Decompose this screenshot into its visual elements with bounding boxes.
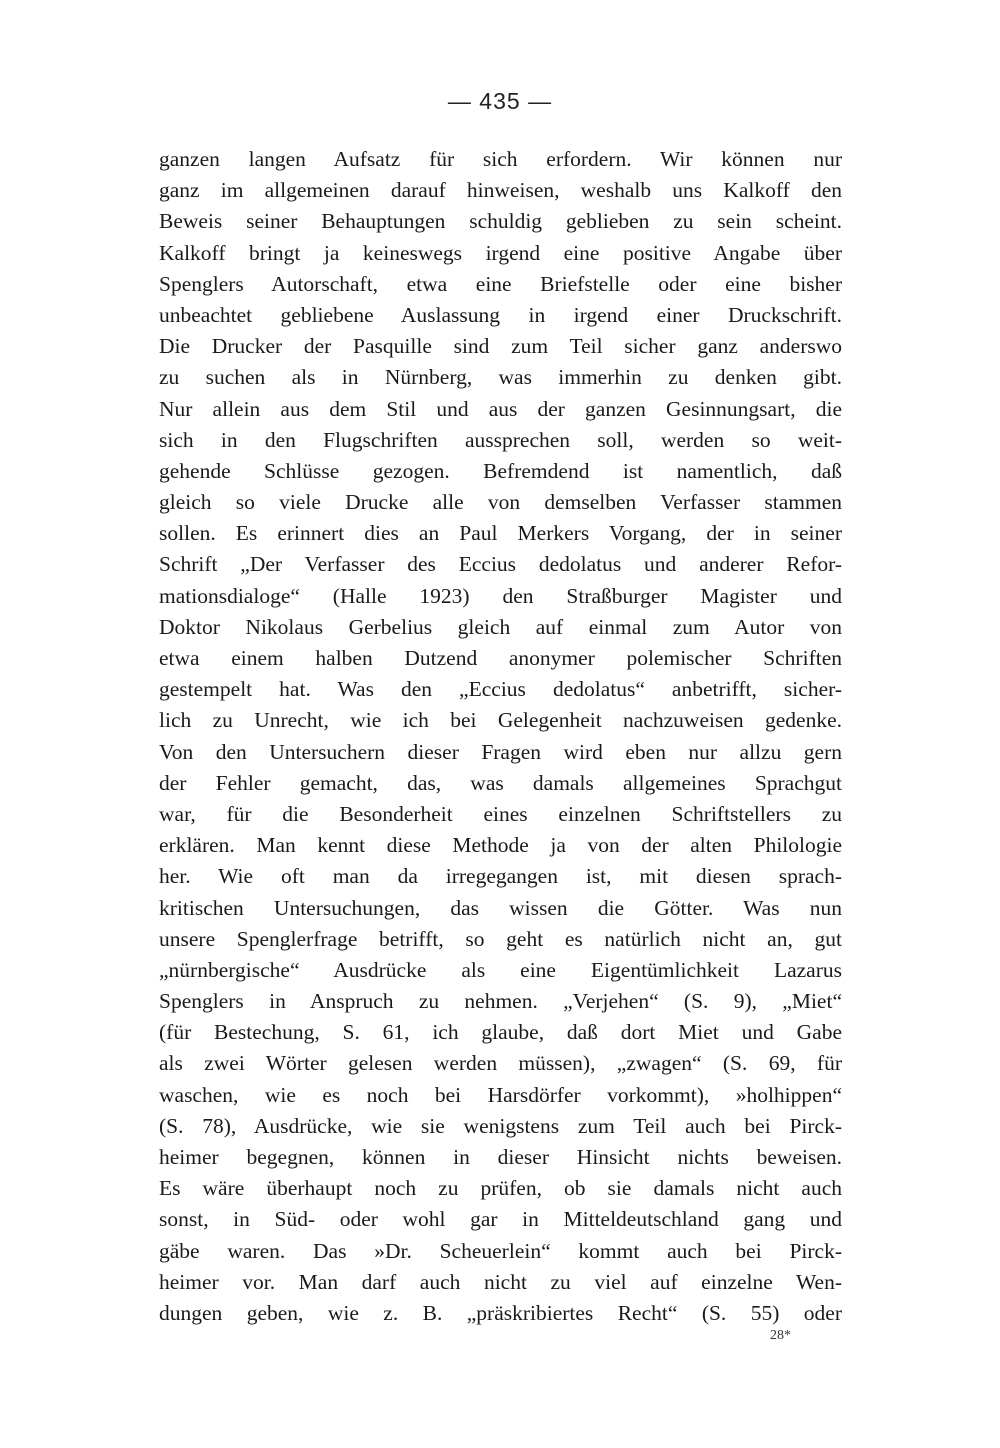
- text-line: Spenglers in Anspruch zu nehmen. „Verjehen“ (S. 9), „Miet“: [159, 989, 842, 1014]
- text-line: Schrift „Der Verfasser des Eccius dedolatus und anderer Refor-: [159, 552, 842, 577]
- text-line: Die Drucker der Pasquille sind zum Teil sicher ganz anderswo: [159, 334, 842, 359]
- text-line: unbeachtet gebliebene Auslassung in irgend einer Druckschrift.: [159, 302, 842, 327]
- text-line: als zwei Wörter gelesen werden müssen), „zwagen“ (S. 69, für: [159, 1051, 842, 1076]
- text-line: der Fehler gemacht, das, was damals allgemeines Sprachgut: [159, 770, 842, 795]
- text-line: dungen geben, wie z. B. „präskribiertes Recht“ (S. 55) oder: [159, 1300, 842, 1325]
- text-line: unsere Spenglerfrage betrifft, so geht es natürlich nicht an, gut: [159, 926, 842, 951]
- text-line: Beweis seiner Behauptungen schuldig geblieben zu sein scheint.: [159, 209, 842, 234]
- text-line: Von den Untersuchern dieser Fragen wird eben nur allzu gern: [159, 739, 842, 764]
- text-line: lich zu Unrecht, wie ich bei Gelegenheit nachzuweisen gedenke.: [159, 708, 842, 733]
- text-line: ganz im allgemeinen darauf hinweisen, weshalb uns Kalkoff den: [159, 178, 842, 203]
- text-line: sonst, in Süd- oder wohl gar in Mitteldeutschland gang und: [159, 1207, 842, 1232]
- text-line: Es wäre überhaupt noch zu prüfen, ob sie damals nicht auch: [159, 1176, 842, 1201]
- text-line: her. Wie oft man da irregegangen ist, mit diesen sprach-: [159, 864, 842, 889]
- text-line: kritischen Untersuchungen, das wissen die Götter. Was nun: [159, 895, 842, 920]
- text-line: gäbe waren. Das »Dr. Scheuerlein“ kommt auch bei Pirck-: [159, 1238, 842, 1263]
- printer-signature-mark: 28*: [770, 1328, 791, 1343]
- text-line: waschen, wie es noch bei Harsdörfer vorkommt), »holhippen“: [159, 1082, 842, 1107]
- text-line: Doktor Nikolaus Gerbelius gleich auf einmal zum Autor von: [159, 614, 842, 639]
- page-number: — 435 —: [447, 88, 553, 114]
- text-line: mationsdialoge“ (Halle 1923) den Straßburger Magister und: [159, 583, 842, 608]
- body-text: [159, 144, 842, 1329]
- text-line: gehende Schlüsse gezogen. Befremdend ist namentlich, daß: [159, 458, 842, 483]
- text-line: gestempelt hat. Was den „Eccius dedolatus“ anbetrifft, sicher-: [159, 677, 842, 702]
- text-line: Kalkoff bringt ja keineswegs irgend eine positive Angabe über: [159, 240, 842, 265]
- text-line: etwa einem halben Dutzend anonymer polemischer Schriften: [159, 646, 842, 670]
- text-line: „nürnbergische“ Ausdrücke als eine Eigentümlichkeit Lazarus: [159, 957, 842, 982]
- text-line: Spenglers Autorschaft, etwa eine Briefstelle oder eine bisher: [159, 271, 842, 296]
- text-line: erklären. Man kennt diese Methode ja von der alten Philologie: [159, 833, 842, 858]
- text-line: heimer vor. Man darf auch nicht zu viel auf einzelne Wen-: [159, 1269, 842, 1294]
- text-line: sollen. Es erinnert dies an Paul Merkers Vorgang, der in seiner: [159, 521, 842, 546]
- text-line: ganzen langen Aufsatz für sich erfordern. Wir können nur: [159, 147, 842, 171]
- text-line: gleich so viele Drucke alle von demselben Verfasser stammen: [159, 490, 842, 515]
- text-line: (für Bestechung, S. 61, ich glaube, daß dort Miet und Gabe: [159, 1020, 842, 1045]
- text-line: heimer begegnen, können in dieser Hinsicht nichts beweisen.: [159, 1145, 842, 1169]
- text-line: zu suchen als in Nürnberg, was immerhin zu denken gibt.: [159, 365, 842, 390]
- text-line: (S. 78), Ausdrücke, wie sie wenigstens zum Teil auch bei Pirck-: [159, 1113, 842, 1138]
- text-line: sich in den Flugschriften aussprechen soll, werden so weit-: [159, 427, 842, 452]
- text-line: war, für die Besonderheit eines einzelnen Schriftstellers zu: [159, 801, 842, 826]
- text-line: Nur allein aus dem Stil und aus der ganzen Gesinnungsart, die: [159, 396, 842, 421]
